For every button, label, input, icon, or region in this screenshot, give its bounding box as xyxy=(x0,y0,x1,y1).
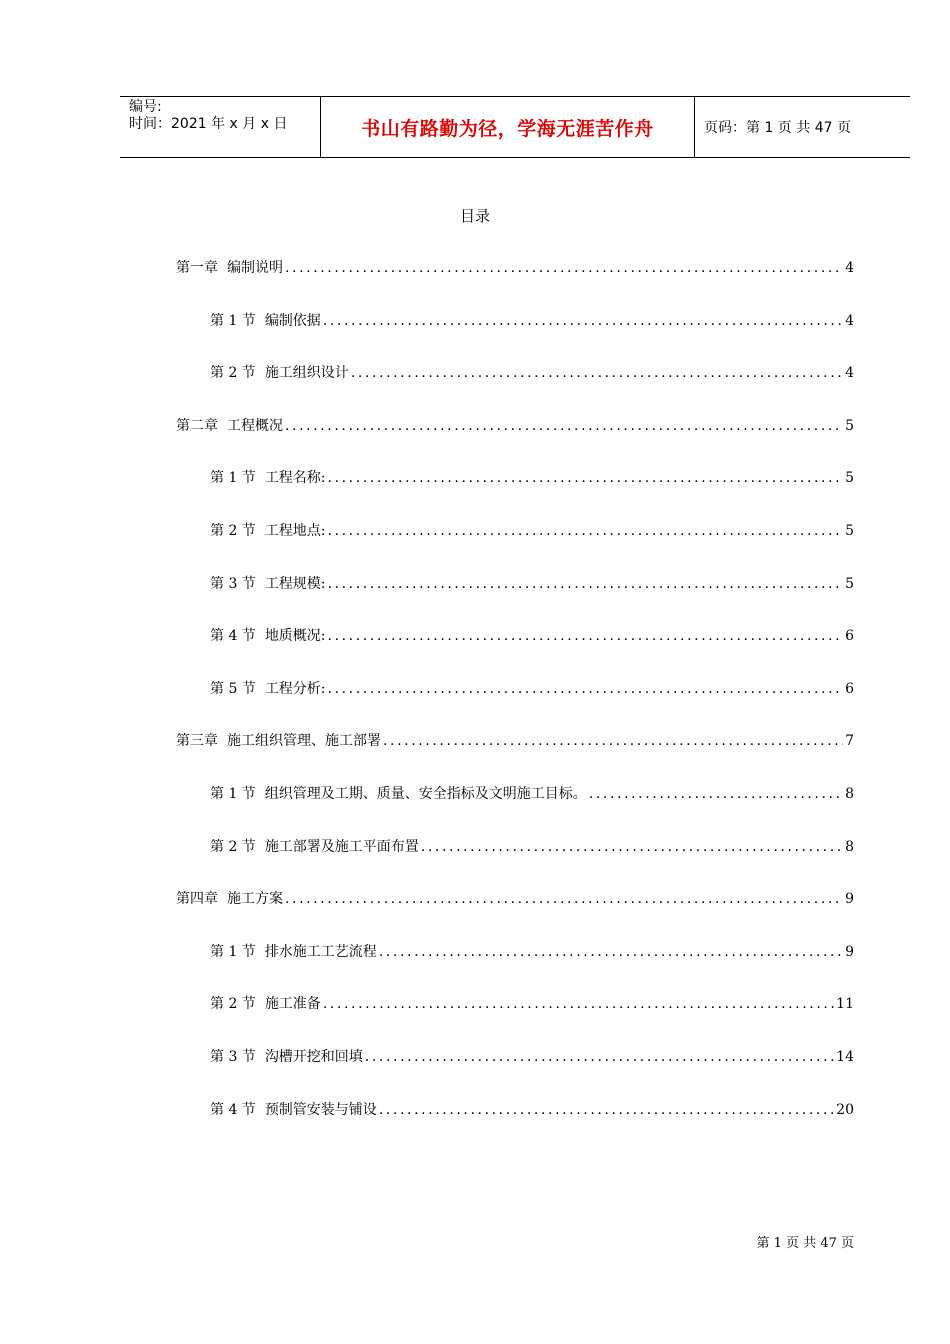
toc-entry-title: 地质概况: xyxy=(264,628,326,644)
toc-entry-page-number: 4 xyxy=(845,365,854,381)
toc-dot-leader xyxy=(589,784,843,804)
toc-entry-section[interactable] xyxy=(210,784,854,804)
toc-entry-title: 工程分析: xyxy=(264,681,326,697)
toc-entry-section[interactable] xyxy=(210,1100,854,1120)
header-motto-cell xyxy=(321,97,695,157)
toc-entry-title: 工程概况 xyxy=(227,418,283,434)
toc-entry-page-number: 20 xyxy=(836,1102,854,1118)
toc-entry-page-number: 5 xyxy=(845,523,854,539)
toc-dot-leader xyxy=(285,889,843,909)
toc-entry-number: 第三章 xyxy=(176,733,218,749)
toc-entry-number: 第 1 节 xyxy=(210,944,256,960)
toc-dot-leader xyxy=(328,679,844,699)
toc-entry-number: 第 3 节 xyxy=(210,576,256,592)
toc-entry-page-number: 5 xyxy=(845,470,854,486)
header-page-code-cell xyxy=(695,97,910,157)
toc-dot-leader xyxy=(421,837,843,857)
toc-entry-section[interactable] xyxy=(210,1047,854,1067)
toc-entry-title: 工程地点: xyxy=(264,523,326,539)
toc-entry-section[interactable] xyxy=(210,626,854,646)
toc-entry-number: 第 1 节 xyxy=(210,786,256,802)
toc-title: 目录 xyxy=(459,207,490,225)
toc-entry-section[interactable] xyxy=(210,942,854,962)
toc-entry-section[interactable] xyxy=(210,363,854,383)
toc-entry-page-number: 8 xyxy=(845,786,854,802)
page-code-text: 页码：第 1 页 共 47 页 xyxy=(704,120,851,136)
toc-entry-section[interactable] xyxy=(210,574,854,594)
toc-entry-title: 预制管安装与铺设 xyxy=(264,1102,377,1118)
toc-entry-page-number: 14 xyxy=(836,1049,854,1065)
toc-entry-page-number: 9 xyxy=(845,944,854,960)
toc-entry-title: 施工组织设计 xyxy=(264,365,349,381)
toc-entry-page-number: 5 xyxy=(845,418,854,434)
toc-entry-title: 施工准备 xyxy=(264,996,321,1012)
toc-entry-page-number: 5 xyxy=(845,576,854,592)
toc-entry-section[interactable] xyxy=(210,311,854,331)
toc-entry-number: 第 5 节 xyxy=(210,681,256,697)
toc-entry-title: 施工方案 xyxy=(227,891,283,907)
toc-entry-number: 第 2 节 xyxy=(210,523,256,539)
motto-text: 书山有路勤为径，学海无涯苦作舟 xyxy=(361,117,654,140)
toc-entry-number: 第 1 节 xyxy=(210,313,256,329)
toc-dot-leader xyxy=(285,416,843,436)
toc-entry-page-number: 11 xyxy=(836,996,854,1012)
header-info-cell xyxy=(120,97,321,157)
toc-entry-title: 编制说明 xyxy=(227,260,283,276)
toc-entry-number: 第 1 节 xyxy=(210,470,256,486)
toc-entry-number: 第一章 xyxy=(176,260,218,276)
toc-entry-chapter[interactable] xyxy=(176,416,854,436)
toc-dot-leader xyxy=(379,942,843,962)
toc-entry-title: 沟槽开挖和回填 xyxy=(264,1049,363,1065)
toc-entry-section[interactable] xyxy=(210,521,854,541)
toc-entry-title: 施工组织管理、施工部署 xyxy=(227,733,381,749)
toc-entry-title: 组织管理及工期、质量、安全指标及文明施工目标。 xyxy=(264,786,587,802)
toc-entry-number: 第 4 节 xyxy=(210,1102,256,1118)
toc-entry-number: 第 2 节 xyxy=(210,365,256,381)
time-label: 时间：2021 年 x 月 x 日 xyxy=(129,116,288,132)
toc-dot-leader xyxy=(285,258,843,278)
toc-entry-chapter[interactable] xyxy=(176,258,854,278)
toc-dot-leader xyxy=(365,1047,834,1067)
toc-entry-page-number: 4 xyxy=(845,313,854,329)
toc-entry-page-number: 6 xyxy=(845,681,854,697)
toc-dot-leader xyxy=(328,521,844,541)
toc-entry-number: 第 2 节 xyxy=(210,996,256,1012)
toc-dot-leader xyxy=(328,626,844,646)
toc-entry-page-number: 4 xyxy=(845,260,854,276)
toc-entry-section[interactable] xyxy=(210,679,854,699)
toc-entry-title: 工程规模: xyxy=(264,576,326,592)
toc-entry-number: 第 2 节 xyxy=(210,839,256,855)
page-footer: 第 1 页 共 47 页 xyxy=(756,1236,854,1251)
toc-entry-section[interactable] xyxy=(210,468,854,488)
toc-dot-leader xyxy=(323,311,843,331)
toc-dot-leader xyxy=(383,731,843,751)
toc-entry-number: 第四章 xyxy=(176,891,218,907)
document-header xyxy=(120,96,910,158)
toc-entry-title: 排水施工工艺流程 xyxy=(264,944,377,960)
toc-entry-page-number: 6 xyxy=(845,628,854,644)
toc-entry-page-number: 7 xyxy=(845,733,854,749)
toc-entry-number: 第 3 节 xyxy=(210,1049,256,1065)
toc-dot-leader xyxy=(328,468,844,488)
toc-entry-title: 编制依据 xyxy=(264,313,321,329)
toc-dot-leader xyxy=(323,994,834,1014)
toc-entry-title: 工程名称: xyxy=(264,470,326,486)
toc-entry-chapter[interactable] xyxy=(176,731,854,751)
toc-entry-page-number: 9 xyxy=(845,891,854,907)
toc-entry-section[interactable] xyxy=(210,994,854,1014)
toc-dot-leader xyxy=(379,1100,834,1120)
toc-dot-leader xyxy=(351,363,843,383)
toc-entry-number: 第二章 xyxy=(176,418,218,434)
toc-entry-title: 施工部署及施工平面布置 xyxy=(264,839,419,855)
toc-entry-page-number: 8 xyxy=(845,839,854,855)
toc-entry-number: 第 4 节 xyxy=(210,628,256,644)
serial-number-label: 编号: xyxy=(129,99,162,115)
toc-entry-section[interactable] xyxy=(210,837,854,857)
toc-entry-chapter[interactable] xyxy=(176,889,854,909)
toc-dot-leader xyxy=(328,574,844,594)
